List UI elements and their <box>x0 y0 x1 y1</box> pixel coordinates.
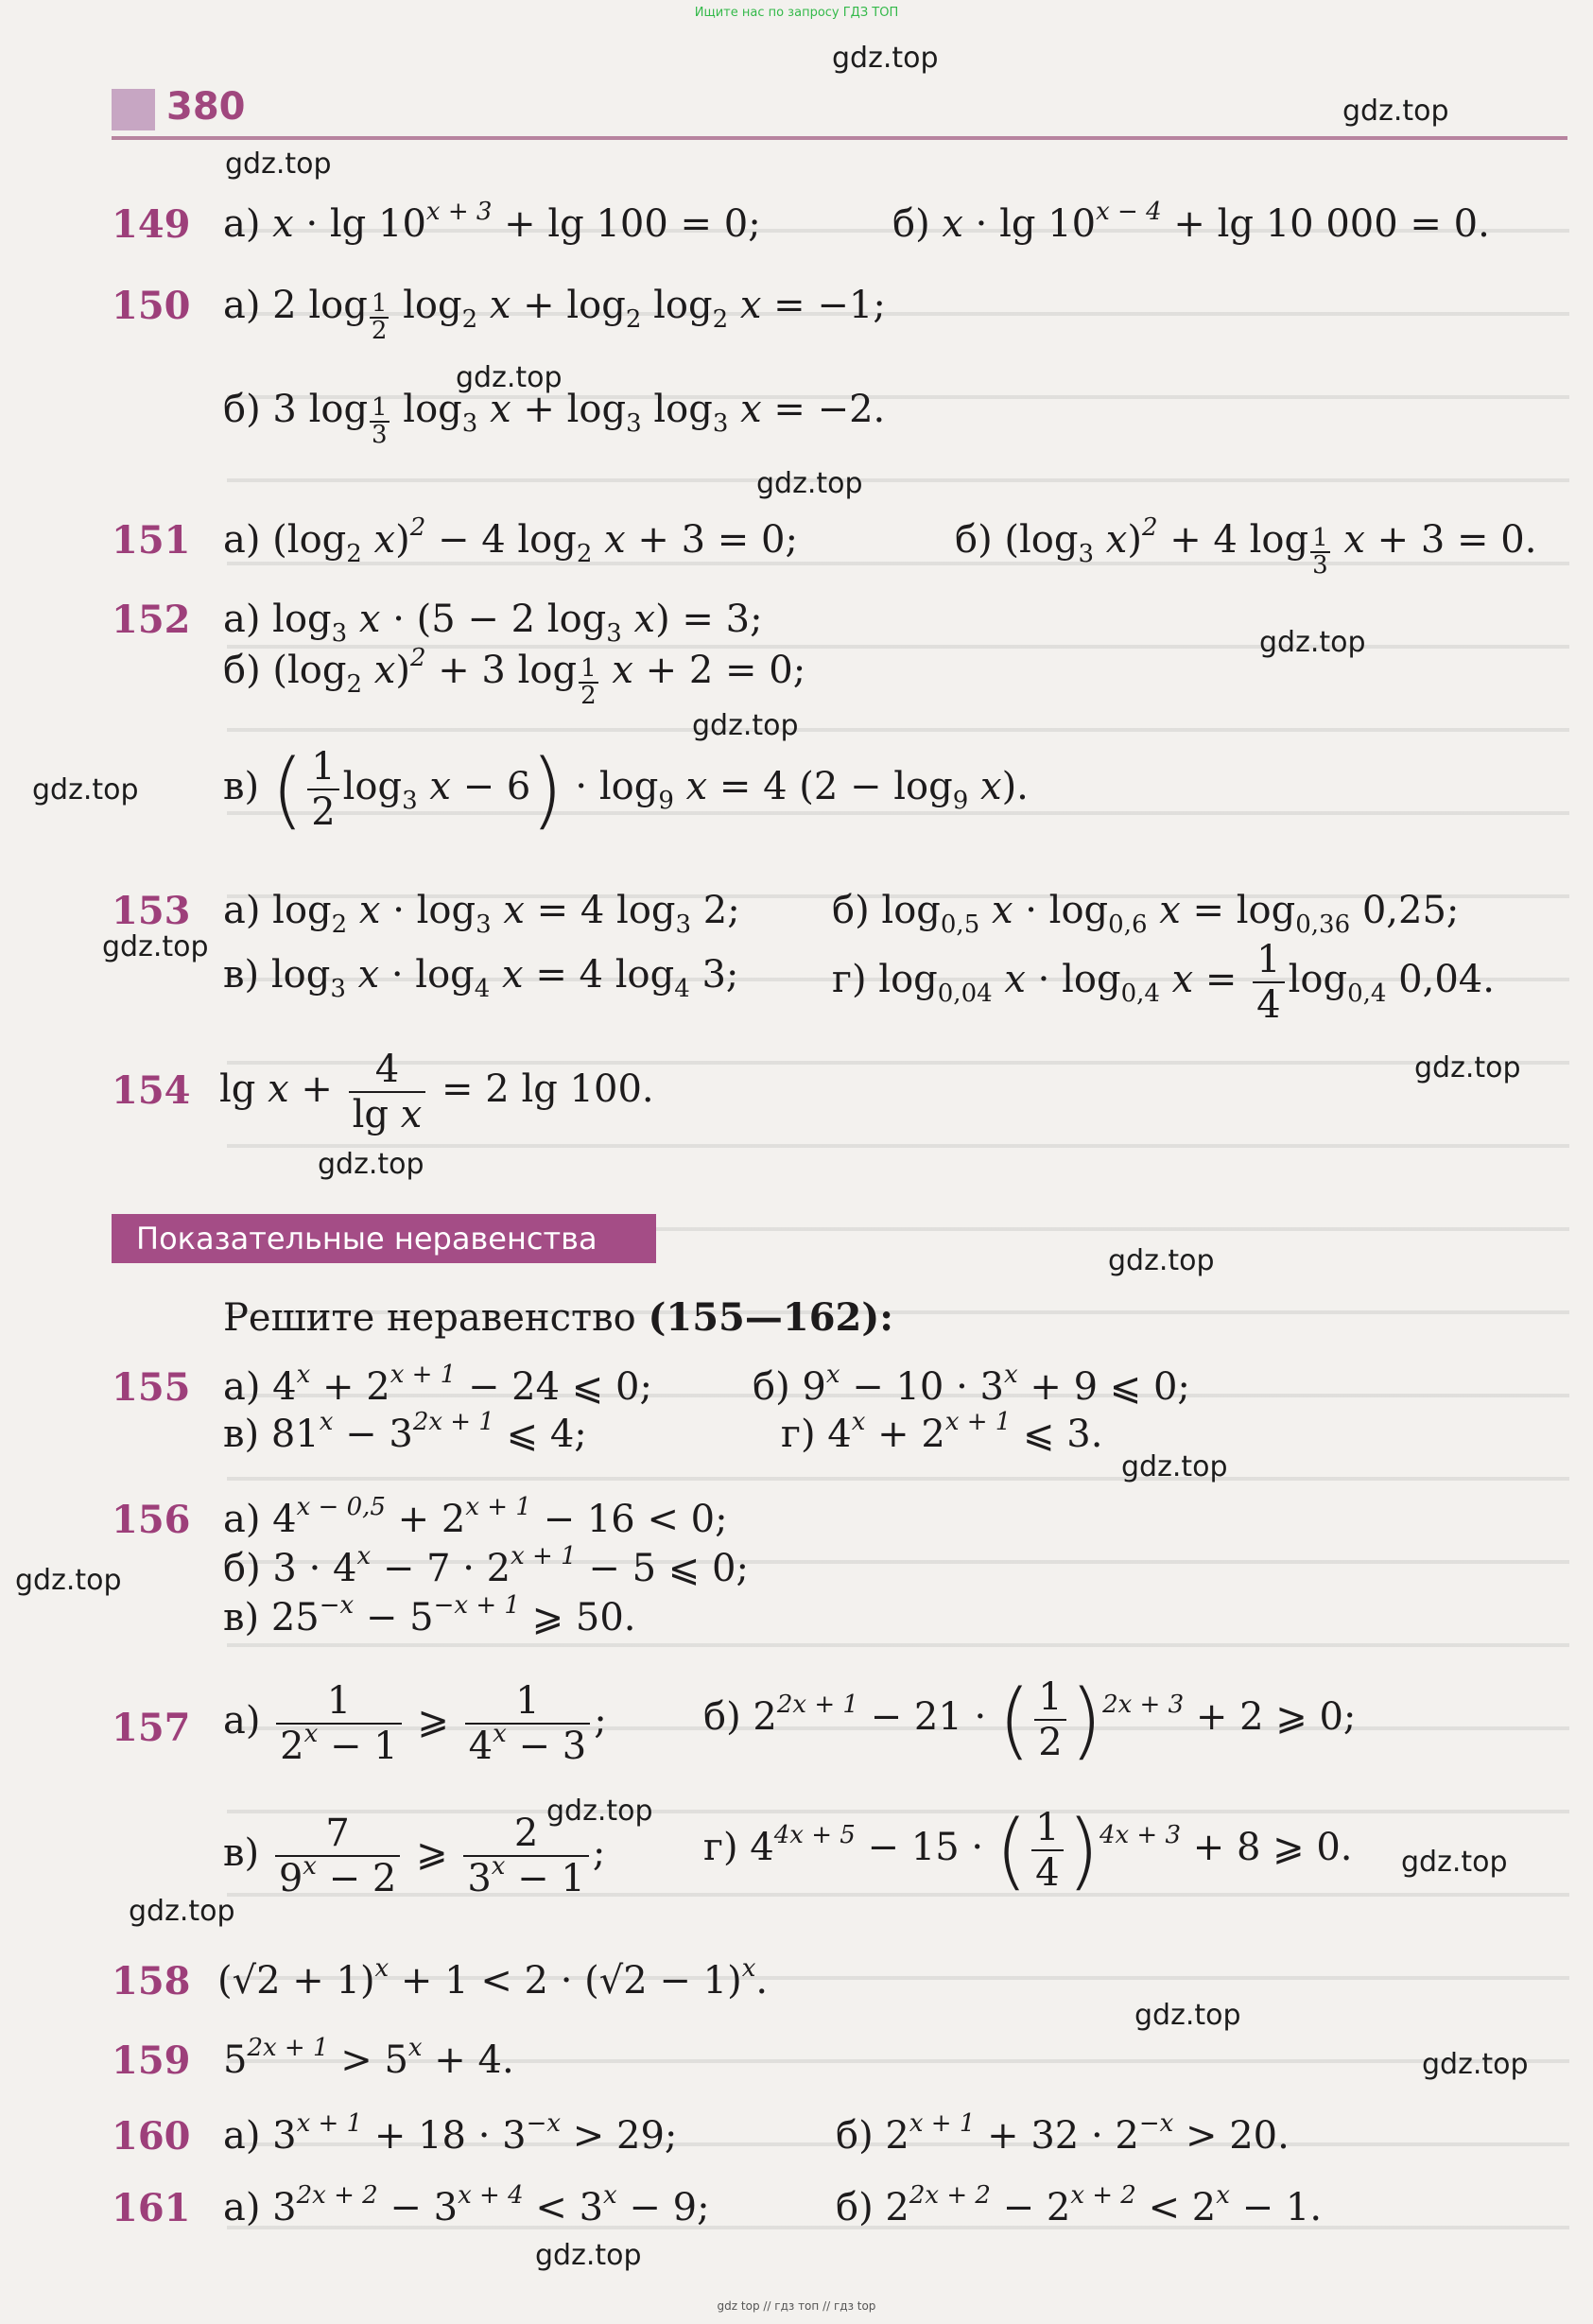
bleed-through-background <box>227 170 1569 2231</box>
inequality-156a: а) $4^{x - 0,5} + 2^{x + 1} - 16 < 0$; <box>223 1493 728 1541</box>
watermark: gdz.top <box>1422 2048 1529 2081</box>
watermark: gdz.top <box>756 467 863 500</box>
watermark: gdz.top <box>102 930 209 963</box>
problem-number: 150 <box>112 284 191 328</box>
watermark: gdz.top <box>1342 95 1449 128</box>
equation-153a: а) $\log_2 x \cdot \log_3 x = 4$ $\log_3 2$; <box>223 889 740 939</box>
inequality-157b: б) $2^{2x + 1} - 21$ · ( $\frac{1}{2}$ )$^{2x + 3}$ + 2 ⩾ 0; <box>703 1671 1357 1769</box>
watermark: gdz.top <box>1134 1999 1241 2032</box>
inequality-156v: в) $25^{-x} - 5^{-x + 1}$ ⩾ 50. <box>223 1591 636 1639</box>
equation-150b: б) 3 log $\frac{1}{3}$ $\log_3 x + \log_3 \log_3 x = -2$. <box>223 388 886 449</box>
equation-149b: б) $x \cdot \lg 10^{x - 4} + \lg 10$ 000 = 0. <box>892 198 1490 246</box>
inequality-161b: б) $2^{2x + 2} - 2^{x + 2} < 2^x - 1$. <box>836 2181 1323 2229</box>
watermark: gdz.top <box>129 1895 235 1928</box>
problem-number: 160 <box>112 2114 191 2159</box>
problem-number: 159 <box>112 2038 191 2083</box>
watermark: gdz.top <box>225 147 332 181</box>
equation-152a: а) $\log_3 x \cdot (5 - 2$ $\log_3 x) = 3$; <box>223 598 763 648</box>
header-rule <box>112 136 1567 140</box>
watermark: gdz.top <box>1108 1244 1215 1277</box>
watermark: gdz.top <box>1401 1846 1508 1879</box>
equation-153b: б) $\log_{0,5} x \cdot \log_{0,6} x = \log_{0,36} 0,25$; <box>832 889 1460 939</box>
inequality-160a: а) $3^{x + 1} + 18 \cdot 3^{-x} > 29$; <box>223 2109 678 2158</box>
equation-152v: в) ( $\frac{1}{2}$ $\log_3 x - 6) \cdot \log_9 x = 4$ $(2 - \log_9 x)$. <box>223 740 1029 839</box>
watermark: gdz.top <box>318 1148 424 1181</box>
watermark: gdz.top <box>535 2239 642 2272</box>
inequality-155b: б) $9^x - 10 \cdot 3^x + 9$ ⩽ 0; <box>753 1361 1190 1409</box>
equation-151b: б) ($\log_3$ x)$^2$ + 4 log $\frac{1}{3}$ x + 3 = 0. <box>955 513 1537 580</box>
equation-151a: а) ($\log_2$ x)$^2$ − 4 $\log_2 x + 3 = 0$; <box>223 513 798 568</box>
inequality-157g: г) $4^{4x + 5} - 15$ · ( $\frac{1}{4}$ )$^{4x + 3}$ + 8 ⩾ 0. <box>703 1801 1353 1899</box>
equation-150a: а) 2 log $\frac{1}{2}$ $\log_2 x + \log_2 \log_2 x = -1$; <box>223 284 886 345</box>
inequality-155v: в) $81^x - 3^{2x + 1}$ ⩽ 4; <box>223 1408 587 1456</box>
equation-153g: г) $\log_{0,04} x \cdot \log_{0,4} x$ = $\frac{1}{4}$ $\log_{0,4} 0,04$. <box>832 938 1495 1027</box>
instruction: Решите неравенство (155—162): <box>223 1295 894 1340</box>
problem-number: 156 <box>112 1498 191 1542</box>
inequality-155a: а) $4^x + 2^{x + 1} - 24$ ⩽ 0; <box>223 1361 652 1409</box>
watermark: gdz.top <box>1414 1051 1521 1084</box>
equation-152b: б) ($\log_2$ x)$^2$ + 3 log $\frac{1}{2}$ x + 2 = 0; <box>223 644 806 710</box>
problem-number: 149 <box>112 202 191 247</box>
problem-number: 154 <box>112 1068 191 1113</box>
page-marker <box>112 89 155 130</box>
watermark: gdz.top <box>832 42 939 75</box>
equation-149a: а) $x \cdot \lg 10^{x + 3} + \lg 100 = 0$; <box>223 198 761 246</box>
problem-number: 153 <box>112 889 191 933</box>
section-title: Показательные неравенства <box>112 1214 656 1263</box>
equation-154: lg x + $\frac{4}{\text{lg x}}$ = 2 lg 100. <box>219 1048 654 1136</box>
watermark: gdz.top <box>1259 626 1366 659</box>
bottom-note: gdz top // гдз топ // гдз top <box>717 2299 876 2313</box>
watermark: gdz.top <box>456 361 563 394</box>
inequality-157a: а) $\frac{1}{2^x - 1}$ ⩾ $\frac{1}{4^x - 3}$ ; <box>223 1679 607 1768</box>
problem-number: 157 <box>112 1706 191 1750</box>
equation-153v: в) $\log_3 x \cdot \log_4 x = 4$ $\log_4 3$; <box>223 953 739 1003</box>
inequality-155g: г) $4^x + 2^{x + 1}$ ⩽ 3. <box>781 1408 1103 1456</box>
problem-number: 155 <box>112 1365 191 1410</box>
watermark: gdz.top <box>546 1795 653 1828</box>
inequality-157v: в) $\frac{7}{9^x - 2}$ ⩾ $\frac{2}{3^x - 1}$ ; <box>223 1812 606 1900</box>
problem-number: 158 <box>112 1959 191 2003</box>
watermark: gdz.top <box>32 773 139 806</box>
problem-number: 151 <box>112 518 191 563</box>
inequality-160b: б) $2^{x + 1} + 32 \cdot 2^{-x} > 20$. <box>836 2109 1290 2158</box>
watermark: gdz.top <box>692 709 799 742</box>
watermark: gdz.top <box>15 1564 122 1597</box>
watermark: gdz.top <box>1121 1450 1228 1483</box>
page-number: 380 <box>166 85 246 129</box>
inequality-161a: а) $3^{2x + 2} - 3^{x + 4} < 3^x - 9$; <box>223 2181 710 2229</box>
inequality-158: $(√2 + 1)^x + 1 < 2 \cdot (√2 - 1)^x$. <box>217 1954 769 2003</box>
top-note: Ищите нас по запросу ГДЗ ТОП <box>694 6 899 20</box>
inequality-156b: б) $3 \cdot 4^x - 7 \cdot 2^{x + 1} - 5$ ⩽ 0; <box>223 1542 749 1590</box>
problem-number: 152 <box>112 598 191 642</box>
inequality-159: $5^{2x + 1} > 5^x + 4$. <box>223 2034 514 2082</box>
problem-number: 161 <box>112 2186 191 2230</box>
